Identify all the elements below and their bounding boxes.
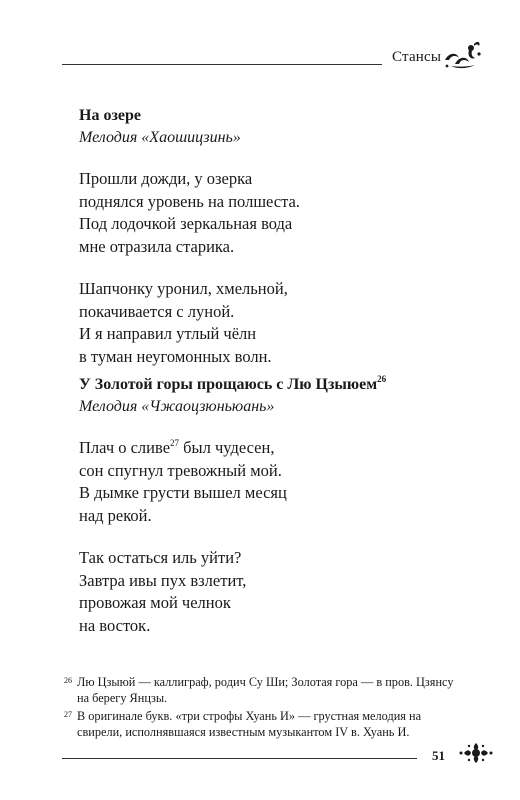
stanza — [79, 437, 386, 527]
verse-line: Шапчонку уронил, хмельной, — [79, 279, 288, 298]
verse-text: был чудесен, — [179, 438, 275, 457]
verse-line: провожая мой челнок — [79, 593, 231, 612]
footnote-number: 27 — [64, 710, 72, 719]
poem-title — [79, 375, 386, 395]
verse-line: мне отразила старика. — [79, 236, 235, 256]
floral-ornament-icon — [458, 740, 494, 766]
footnote-text: Лю Цзыюй — каллиграф, родич Су Ши; Золотая гора — в пров. Цзянсу на берегу Янцзы. — [77, 675, 454, 705]
running-title: Стансы — [392, 49, 442, 65]
verse-line: на восток. — [79, 615, 151, 635]
footnote-ref[interactable]: 26 — [377, 374, 387, 384]
verse-line — [79, 437, 386, 460]
poem — [79, 375, 386, 637]
poem-title-text: У Золотой горы прощаюсь с Лю Цзыюем — [79, 376, 378, 393]
poem-subtitle: Мелодия «Хаошицзинь» — [79, 129, 241, 146]
verse-text: Плач о сливе — [79, 438, 171, 457]
verse-line: покачивается с луной. — [79, 301, 235, 321]
poem-subtitle: Мелодия «Чжаоцзюньюань» — [79, 398, 275, 415]
header-rule — [62, 64, 382, 65]
stanza — [79, 278, 300, 368]
poem — [79, 106, 300, 368]
stanza — [79, 547, 386, 637]
page-number: 51 — [432, 748, 445, 763]
verse-line: Прошли дожди, у озерка — [79, 169, 253, 188]
floral-ornament-icon — [441, 38, 485, 72]
footnote-ref[interactable]: 27 — [170, 438, 180, 448]
footnote — [64, 674, 454, 706]
verse-line: над рекой. — [79, 505, 152, 525]
verse-line: Под лодочкой зеркальная вода — [79, 214, 293, 233]
verse-line: Завтра ивы пух взлетит, — [79, 570, 247, 590]
stanza — [79, 168, 300, 258]
footnotes — [64, 674, 454, 742]
verse-line: И я направил утлый чёлн — [79, 324, 257, 343]
verse-line: В дымке грусти вышел месяц — [79, 483, 287, 502]
footnote-text: В оригинале букв. «три строфы Хуань И» — грустная мелодия на свирели, исполнявшаяся известным музыкантом IV в. Хуань И. — [77, 709, 422, 739]
verse-line: Так остаться иль уйти? — [79, 548, 242, 567]
footer-rule — [62, 758, 417, 759]
verse-line: в туман неугомонных волн. — [79, 346, 272, 366]
footnote-number: 26 — [64, 676, 72, 685]
verse-line: сон спугнул тревожный мой. — [79, 460, 282, 480]
poem-title: На озере — [79, 107, 141, 124]
verse-line: поднялся уровень на полшеста. — [79, 191, 300, 211]
footnote — [64, 708, 454, 740]
